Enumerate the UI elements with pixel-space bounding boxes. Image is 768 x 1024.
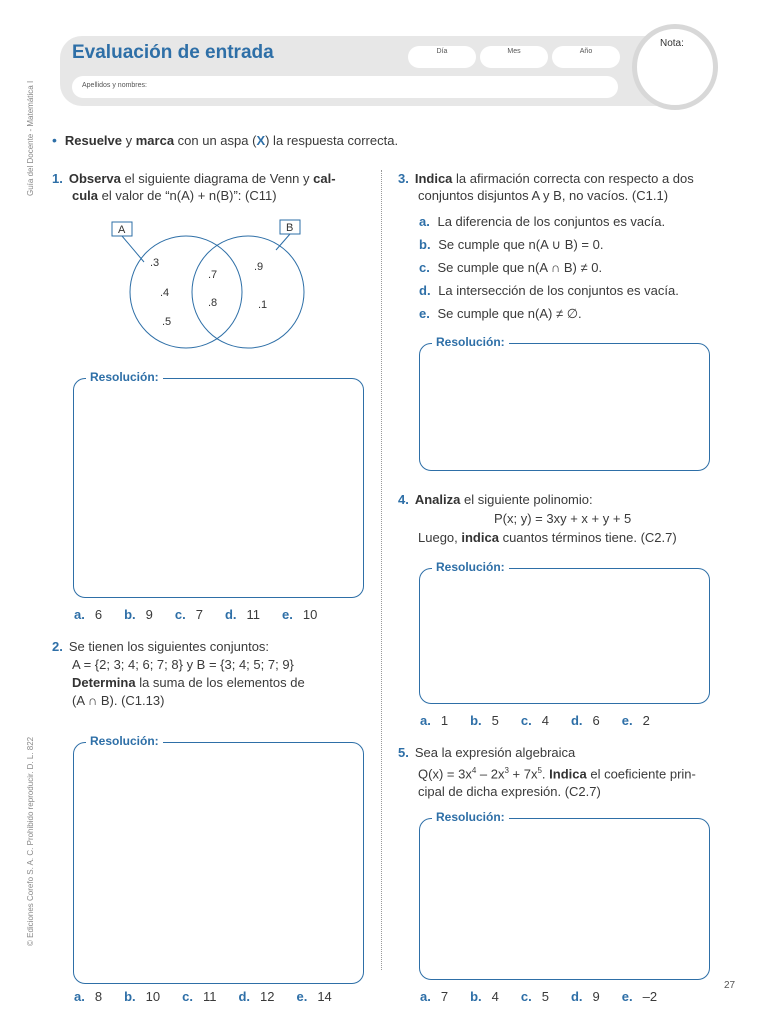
q4-option-b[interactable]: b. 5 <box>470 713 499 728</box>
instruction-verb-marca: marca <box>135 133 175 148</box>
q4-options <box>420 713 672 728</box>
year-field[interactable] <box>552 46 620 68</box>
q2-option-b[interactable]: b. 10 <box>124 989 161 1004</box>
q4-bold: Analiza <box>414 492 461 507</box>
instruction-x: X <box>256 133 266 148</box>
name-label: Apellidos y nombres: <box>82 82 147 89</box>
q3-resolution-box[interactable] <box>419 343 710 471</box>
venn-b-element: .9 <box>254 261 264 273</box>
q4-bold2: indica <box>461 530 499 545</box>
q4-line3: cuantos términos tiene. (C2.7) <box>498 530 677 545</box>
q2-options <box>74 989 354 1004</box>
q2-option-d[interactable]: d. 12 <box>238 989 275 1004</box>
q1-options <box>74 607 339 622</box>
q3-options <box>419 210 719 325</box>
q4-option-e[interactable]: e. 2 <box>621 713 650 728</box>
q2-option-c[interactable]: c. 11 <box>182 989 217 1004</box>
q4-text <box>398 490 718 547</box>
instruction-verb-resuelve: Resuelve <box>64 133 122 148</box>
q3-option-e[interactable]: e. Se cumple que n(A) ≠ ∅. <box>419 306 582 321</box>
q1-bold2: cal- <box>313 171 336 186</box>
instruction-and: y <box>122 133 136 148</box>
q1-option-c[interactable]: c. 7 <box>174 607 203 622</box>
venn-b-element: .1 <box>258 299 268 311</box>
q3-option-a[interactable]: a. La diferencia de los conjuntos es vacía. <box>419 214 666 229</box>
q2-resolution-label: Resolución: <box>86 734 163 748</box>
q1-option-e[interactable]: e. 10 <box>282 607 318 622</box>
q4-line3-pre: Luego, <box>418 530 462 545</box>
venn-a-element: .5 <box>162 316 172 328</box>
sidebar-copyright: © Ediciones Corefo S. A. C. Prohibido reproducir. D. L. 822 <box>26 736 35 946</box>
q4-polynomial: P(x; y) = 3xy + x + y + 5 <box>494 511 632 526</box>
q4-resolution-label: Resolución: <box>432 560 509 574</box>
q4-option-c[interactable]: c. 4 <box>520 713 549 728</box>
q2-option-e[interactable]: e. 14 <box>296 989 332 1004</box>
q5-option-e[interactable]: e. –2 <box>621 989 658 1004</box>
q3-number: 3. <box>398 171 409 186</box>
q5-bold: Indica <box>549 766 587 782</box>
q5-resolution-label: Resolución: <box>432 810 509 824</box>
instruction <box>52 132 398 148</box>
q2-line4: (A ∩ B). (C1.13) <box>72 693 165 708</box>
venn-a-element: .3 <box>150 257 160 269</box>
venn-intersection-element: .7 <box>208 269 218 281</box>
q4-number: 4. <box>398 492 409 507</box>
q3-resolution-label: Resolución: <box>432 335 509 349</box>
year-label: Año <box>579 48 593 55</box>
name-field[interactable] <box>72 76 618 98</box>
q5-line1: Sea la expresión algebraica <box>414 745 576 760</box>
q3-bold: Indica <box>414 171 453 186</box>
q2-option-a[interactable]: a. 8 <box>74 989 103 1004</box>
day-field[interactable] <box>408 46 476 68</box>
q3-option-d[interactable]: d. La intersección de los conjuntos es vacía. <box>419 283 679 298</box>
month-label: Mes <box>507 48 521 55</box>
q1-resolution-box[interactable] <box>73 378 364 598</box>
q1-text <box>52 170 367 204</box>
q5-number: 5. <box>398 745 409 760</box>
q1-option-a[interactable]: a. 6 <box>74 607 103 622</box>
q2-line3: la suma de los elementos de <box>135 675 305 690</box>
q2-line1: Se tienen los siguientes conjuntos: <box>68 639 270 654</box>
q1-option-d[interactable]: d. 11 <box>224 607 261 622</box>
q4-option-a[interactable]: a. 1 <box>420 713 449 728</box>
instruction-rest1: con un aspa ( <box>174 133 257 148</box>
q4-option-d[interactable]: d. 6 <box>570 713 600 728</box>
q2-sets: A = {2; 3; 4; 6; 7; 8} y B = {3; 4; 5; 7; 9} <box>72 657 294 672</box>
q5-line2: el coeficiente prin- <box>586 766 696 782</box>
q4-resolution-box[interactable] <box>419 568 710 704</box>
venn-a-element: .4 <box>160 287 170 299</box>
q5-options <box>420 989 679 1004</box>
page-title: Evaluación de entrada <box>72 42 274 63</box>
column-divider <box>381 170 382 970</box>
venn-circle-a <box>130 236 242 348</box>
grade-label: Nota: <box>660 38 684 49</box>
venn-pointer-a <box>122 236 144 262</box>
q5-expression-line: $Q(x) = 3x^4 - 2x^3 + 7x^5$. Indica el coeficiente prin- <box>418 766 696 782</box>
day-label: Día <box>436 48 448 55</box>
q3-text <box>398 170 718 204</box>
venn-label-b: B <box>286 222 294 234</box>
instruction-rest2: ) la respuesta correcta. <box>265 133 399 148</box>
sidebar-top-text: Guía del Docente - Matemática I <box>26 80 35 196</box>
q5-resolution-box[interactable] <box>419 818 710 980</box>
q5-option-c[interactable]: c. 5 <box>520 989 549 1004</box>
q2-resolution-box[interactable] <box>73 742 364 984</box>
venn-pointer-b <box>276 234 290 250</box>
q1-number: 1. <box>52 171 63 186</box>
q5-option-b[interactable]: b. 4 <box>470 989 499 1004</box>
venn-circle-b <box>192 236 304 348</box>
q2-bold: Determina <box>72 675 136 690</box>
q2-number: 2. <box>52 639 63 654</box>
month-field[interactable] <box>480 46 548 68</box>
bullet: • <box>52 132 57 148</box>
q1-resolution-label: Resolución: <box>86 370 163 384</box>
q5-text <box>398 744 718 801</box>
q3-option-b[interactable]: b. Se cumple que n(A ∪ B) = 0. <box>419 237 604 252</box>
q1-bold3: cula <box>72 188 99 203</box>
q3-line1: la afirmación correcta con respecto a dos <box>452 171 694 186</box>
venn-intersection-element: .8 <box>208 297 218 309</box>
venn-label-a: A <box>118 224 126 236</box>
q5-option-a[interactable]: a. 7 <box>420 989 449 1004</box>
q1-option-b[interactable]: b. 9 <box>124 607 153 622</box>
q4-line1: el siguiente polinomio: <box>460 492 593 507</box>
page-number: 27 <box>724 980 736 991</box>
q5-line3: cipal de dicha expresión. (C2.7) <box>418 784 601 800</box>
q3-option-c[interactable]: c. Se cumple que n(A ∩ B) ≠ 0. <box>419 260 603 275</box>
grade-circle[interactable] <box>632 24 718 110</box>
q5-option-d[interactable]: d. 9 <box>570 989 600 1004</box>
q1-line2: el valor de “n(A) + n(B)”: (C11) <box>98 188 277 203</box>
q2-text <box>52 638 367 710</box>
q3-line2: conjuntos disjuntos A y B, no vacíos. (C1.1) <box>418 188 669 203</box>
q1-line1: el siguiente diagrama de Venn y <box>120 171 314 186</box>
q1-bold1: Observa <box>68 171 121 186</box>
venn-diagram <box>100 216 320 361</box>
